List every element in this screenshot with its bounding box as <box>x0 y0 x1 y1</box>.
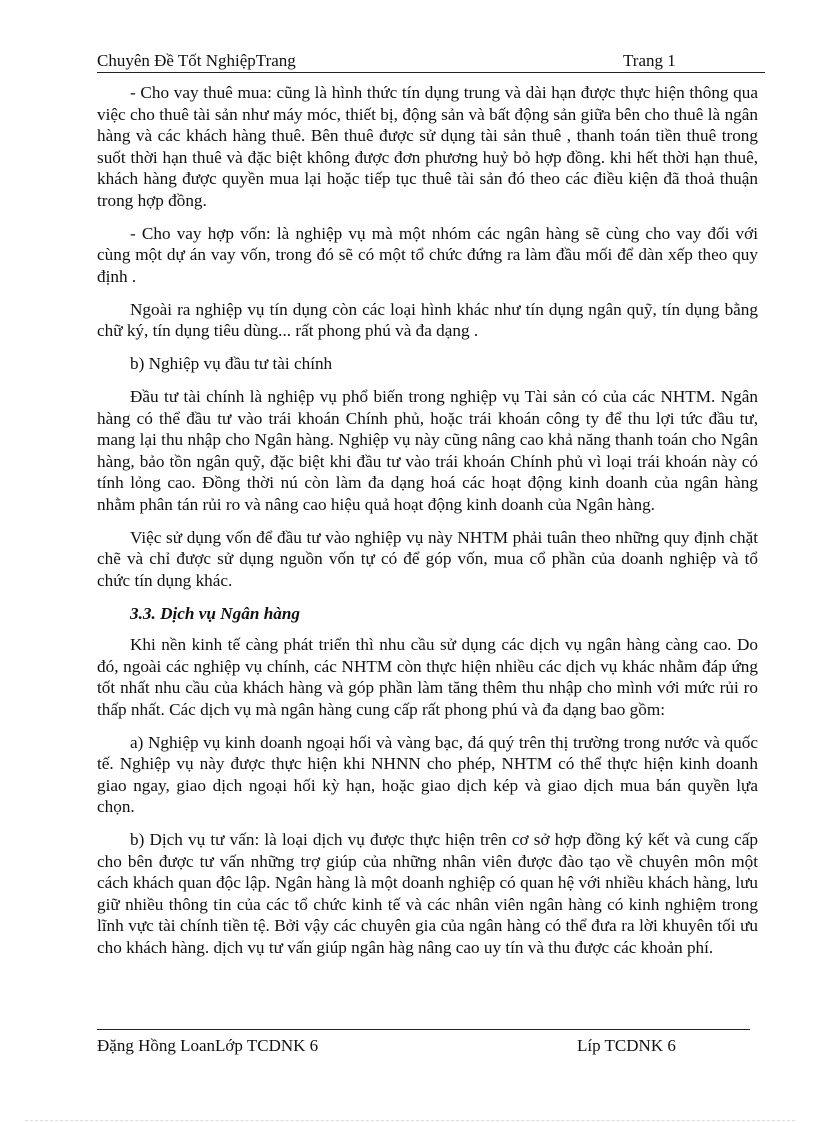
page-footer <box>97 1035 757 1057</box>
page-header <box>97 50 765 72</box>
paragraph-syndicated-loan: - Cho vay hợp vốn: là nghiệp vụ mà một nhóm các ngân hàng sẽ cùng cho vay đối với cùng một dự án vay vốn, trong đó sẽ có một tổ chức đứng ra làm đầu mối để dàn xếp theo quy định . <box>97 223 758 286</box>
section-heading: 3.3. Dịch vụ Ngân hàng <box>130 603 300 623</box>
paragraph-services-intro: Khi nền kinh tế càng phát triển thì nhu cầu sử dụng các dịch vụ ngân hàng càng cao. Do đó, ngoài các nghiệp vụ chính, các NHTM còn thực hiện nhiều các dịch vụ khác nhằm đáp ứng tốt nhất nhu cầu của khách hàng và góp phần làm tăng thêm thu nhập cho mình với mức rủi ro thấp nhất. Các dịch vụ mà ngân hàng cung cấp rất phong phú và đa dạng bao gồm: <box>97 635 758 719</box>
paragraph-consulting: b) Dịch vụ tư vấn: là loại dịch vụ được thực hiện trên cơ sở hợp đồng ký kết và cung cấp cho bên được tư vấn những trợ giúp của những nhân viên được đào tạo về chuyên môn một cách khách quan độc lập. Ngân hàng là một doanh nghiệp có quan hệ với nhiều khách hàng, lưu giữ nhiều thông tin của các tổ chức kinh tế và các nhân viên ngân hàng có kinh nghiệm trong lĩnh vực tài chính tiền tệ. Bởi vậy các chuyên gia của ngân hàng có thể đưa ra lời khuyên tối ưu cho khách hàng. dịch vụ tư vấn giúp ngân hàg nâng cao uy tín và thu được các khoản phí. <box>97 830 758 957</box>
paragraph-forex: a) Nghiệp vụ kinh doanh ngoại hối và vàng bạc, đá quý trên thị trường trong nước và quốc tế. Nghiệp vụ này được thực hiện khi NHNN cho phép, NHTM có thể thực hiện kinh doanh giao ngay, giao dịch ngoại hối kỳ hạn, hoặc giao dịch kép và giao dịch mua bán quyền lựa chọn. <box>97 732 758 816</box>
header-divider <box>97 72 765 73</box>
footer-divider <box>97 1029 750 1030</box>
footer-author: Đặng Hồng LoanLớp TCDNK 6 <box>97 1036 319 1055</box>
document-body <box>97 82 758 970</box>
paragraph-leasing: - Cho vay thuê mua: cũng là hình thức tín dụng trung và dài hạn được thực hiện thông qua việc cho thuê tài sản như máy móc, thiết bị, động sản và bất động sản giữa bên cho thuê là ngân hàng và các khách hàng thuê. Bên thuê được sử dụng tài sản thuê , thanh toán tiền thuê trong suốt thời hạn thuê và đặc biệt không được đơn phương huỷ bỏ hợp đồng. khi hết thời hạn thuê, khách hàng được quyền mua lại hoặc tiếp tục thuê tài sản đó theo các điều kiện đã thoả thuận trong hợp đồng. <box>97 83 758 210</box>
page-number: Trang 1 <box>623 51 676 70</box>
paragraph-other-credit: Ngoài ra nghiệp vụ tín dụng còn các loại hình khác như tín dụng ngân quỹ, tín dụng bằng chữ ký, tín dụng tiêu dùng... rất phong phú và đa dạng . <box>97 299 758 340</box>
document-title: Chuyên Đề Tốt NghiệpTrang <box>97 51 296 70</box>
page-bottom-edge <box>25 1120 795 1121</box>
subheading-investment: b) Nghiệp vụ đầu tư tài chính <box>130 354 333 373</box>
footer-class: Líp TCDNK 6 <box>577 1036 676 1055</box>
paragraph-capital-use: Việc sử dụng vốn để đầu tư vào nghiệp vụ này NHTM phải tuân theo những quy định chặt chẽ và chỉ được sử dụng nguồn vốn tự có để góp vốn, mua cổ phần của doanh nghiệp và tổ chức tín dụng khác. <box>97 527 758 590</box>
paragraph-investment: Đầu tư tài chính là nghiệp vụ phổ biến trong nghiệp vụ Tài sản có của các NHTM. Ngân hàng có thể đầu tư vào trái khoán Chính phủ, hoặc trái khoán công ty để thu lợi tức đầu tư, mang lại thu nhập cho Ngân hàng. Nghiệp vụ này cũng nâng cao khả năng thanh toán cho Ngân hàng, bảo tồn ngân quỹ, đặc biệt khi đầu tư vào trái khoán Chính phủ vì loại trái khoán này có tính lỏng cao. Đồng thời nú còn làm đa dạng hoá các hoạt động kinh doanh của ngân hàng nhằm phân tán rủi ro và nâng cao hiệu quả hoạt động kinh doanh của Ngân hàng. <box>97 387 758 514</box>
